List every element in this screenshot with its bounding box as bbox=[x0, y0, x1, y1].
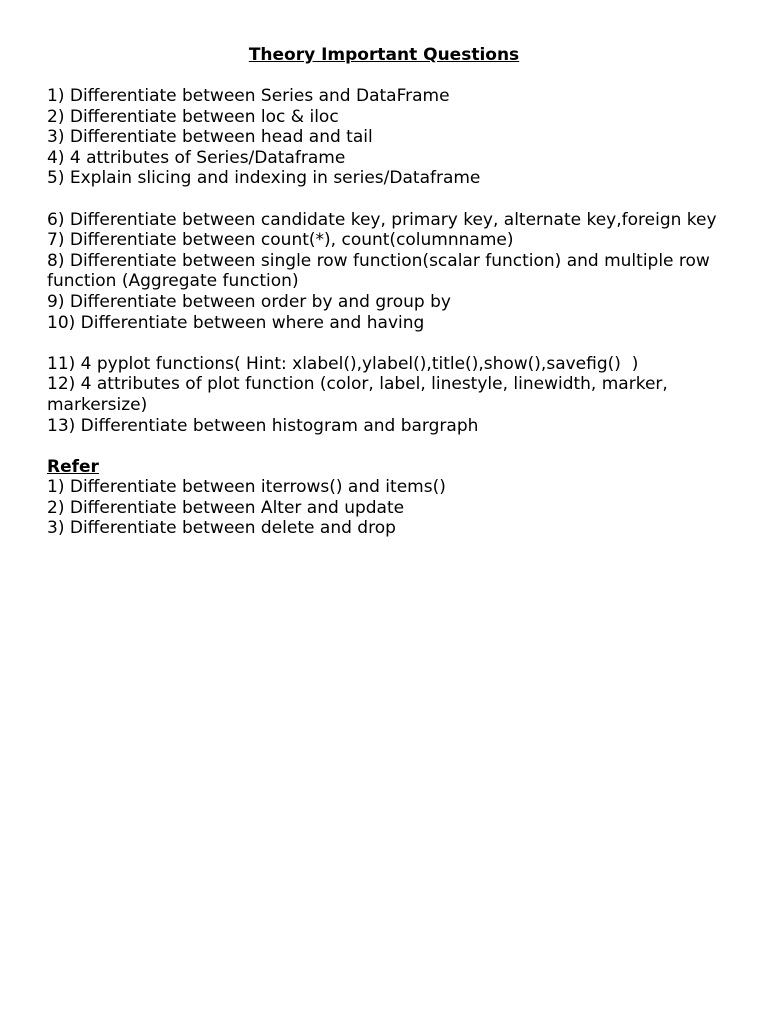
refer-item: 2) Differentiate between Alter and update bbox=[47, 497, 405, 518]
refer-section bbox=[47, 457, 737, 539]
question-group-pyplot bbox=[47, 354, 737, 436]
question-item: 4) 4 attributes of Series/Dataframe bbox=[47, 147, 346, 168]
question-item: 12) 4 attributes of plot function (color, label, linestyle, linewidth, marker, markersize) bbox=[47, 374, 674, 415]
question-item: 5) Explain slicing and indexing in series/Dataframe bbox=[47, 168, 481, 189]
document-title: Theory Important Questions bbox=[248, 45, 520, 65]
question-item: 9) Differentiate between order by and group by bbox=[47, 291, 451, 312]
question-item: 8) Differentiate between single row function(scalar function) and multiple row function (Aggregate function) bbox=[47, 250, 716, 292]
question-item: 10) Differentiate between where and having bbox=[47, 312, 425, 333]
refer-item: 3) Differentiate between delete and drop bbox=[47, 518, 396, 539]
question-item: 6) Differentiate between candidate key, primary key, alternate key,foreign key bbox=[47, 209, 717, 230]
question-item: 3) Differentiate between head and tail bbox=[47, 127, 373, 148]
question-item: 11) 4 pyplot functions( Hint: xlabel(),ylabel(),title(),show(),savefig() ) bbox=[47, 353, 639, 374]
question-group-pandas bbox=[47, 86, 737, 189]
question-item: 13) Differentiate between histogram and bargraph bbox=[47, 415, 479, 436]
document-content bbox=[47, 86, 737, 539]
question-group-sql bbox=[47, 210, 737, 334]
refer-heading: Refer bbox=[47, 456, 99, 477]
question-item: 2) Differentiate between loc & iloc bbox=[47, 106, 339, 127]
question-item: 1) Differentiate between Series and DataFrame bbox=[47, 86, 450, 106]
question-item: 7) Differentiate between count(*), count(columnname) bbox=[47, 230, 514, 251]
refer-item: 1) Differentiate between iterrows() and items() bbox=[47, 477, 446, 498]
